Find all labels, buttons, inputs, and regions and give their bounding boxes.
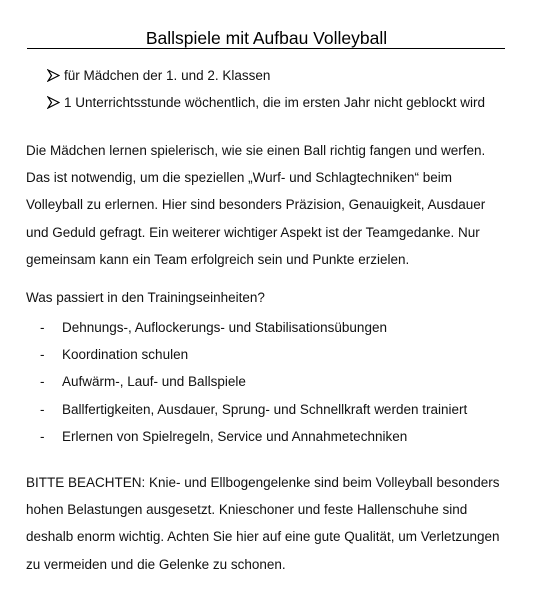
dash-bullet: - — [40, 428, 45, 444]
training-item-text: Ballfertigkeiten, Ausdauer, Sprung- und Schnellkraft werden trainiert — [62, 401, 468, 417]
arrow-bullet-icon — [47, 69, 60, 82]
training-item-text: Dehnungs-, Auflockerungs- und Stabilisationsübungen — [62, 320, 387, 335]
paragraph-line: Volleyball zu erlernen. Hier sind besonders Präzision, Genauigkeit, Ausdauer — [26, 197, 486, 213]
dash-bullet: - — [40, 347, 45, 363]
training-question-heading: Was passiert in den Trainingseinheiten? — [26, 290, 265, 305]
paragraph-line: deshalb enorm wichtig. Achten Sie hier auf eine gute Qualität, um Verletzungen — [26, 529, 500, 545]
intro-bullet-text: 1 Unterrichtsstunde wöchentlich, die im ersten Jahr nicht geblockt wird — [64, 95, 485, 110]
paragraph-line: BITTE BEACHTEN: Knie- und Ellbogengelenke sind beim Volleyball besonders — [26, 475, 500, 490]
dash-bullet: - — [40, 320, 45, 335]
training-item-text: Koordination schulen — [62, 347, 189, 363]
training-item-text: Erlernen von Spielregeln, Service und Annahmetechniken — [62, 428, 408, 444]
intro-bullet-text: für Mädchen der 1. und 2. Klassen — [64, 68, 271, 83]
dash-bullet: - — [40, 374, 45, 390]
dash-bullet: - — [40, 401, 45, 417]
paragraph-line: hohen Belastungen ausgesetzt. Knieschoner und feste Hallenschuhe sind — [26, 502, 468, 518]
training-item-text: Aufwärm-, Lauf- und Ballspiele — [62, 374, 246, 390]
title-underline — [27, 48, 505, 49]
paragraph-line: Die Mädchen lernen spielerisch, wie sie einen Ball richtig fangen und werfen. — [26, 143, 486, 158]
document-title: Ballspiele mit Aufbau Volleyball — [145, 28, 388, 48]
paragraph-line: zu vermeiden und die Gelenke zu schonen. — [26, 556, 286, 572]
paragraph-line: Das ist notwendig, um die speziellen „Wurf- und Schlagtechniken“ beim — [26, 170, 452, 186]
arrow-bullet-icon — [47, 96, 60, 109]
paragraph-line: gemeinsam kann ein Team erfolgreich sein und Punkte erzielen. — [26, 251, 410, 267]
description-paragraph — [26, 137, 506, 273]
paragraph-line: und Geduld gefragt. Ein weiterer wichtiger Aspekt ist der Teamgedanke. Nur — [26, 224, 480, 240]
notice-paragraph — [26, 469, 506, 578]
